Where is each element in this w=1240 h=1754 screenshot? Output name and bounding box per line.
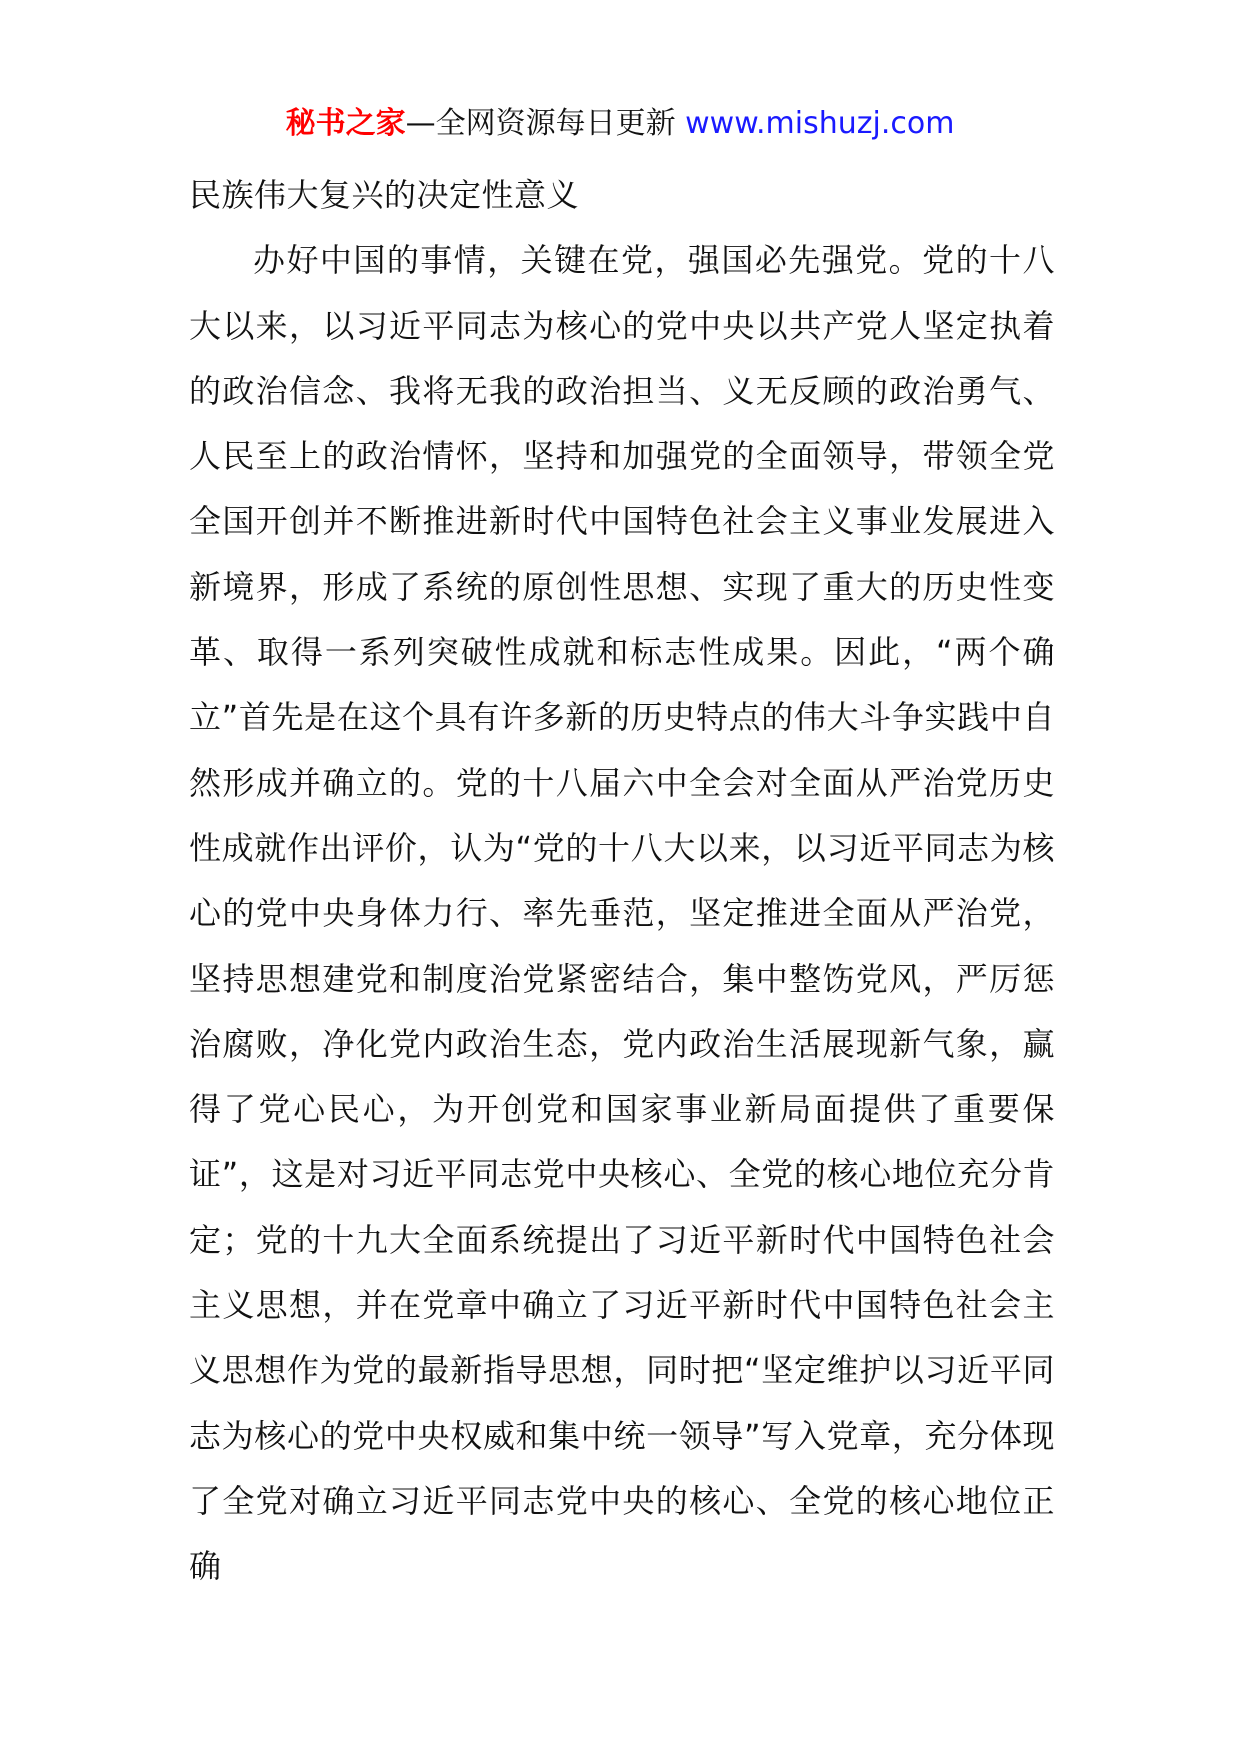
continuation-line: 民族伟大复兴的决定性意义 (189, 176, 580, 214)
header-tagline: —全网资源每日更新 (405, 106, 686, 141)
site-header (0, 102, 1240, 146)
brand-name: 秘书之家 (285, 106, 406, 141)
body-paragraph: 办好中国的事情，关键在党，强国必先强党。党的十八大以来，以习近平同志为核心的党中央以共产党人坚定执着的政治信念、我将无我的政治担当、义无反顾的政治勇气、人民至上的政治情怀，坚持和加强党的全面领导，带领全党全国开创并不断推进新时代中国特色社会主义事业发展进入新境界，形成了系统的原创性思想、实现了重大的历史性变革、取得一系列突破性成就和标志性成果。因此，“两个确立”首先是在这个具有许多新的历史特点的伟大斗争实践中自然形成并确立的。党的十八届六中全会对全面从严治党历史性成就作出评价，认为“党的十八大以来，以习近平同志为核心的党中央身体力行、率先垂范，坚定推进全面从严治党，坚持思想建党和制度治党紧密结合，集中整饬党风，严厉惩治腐败，净化党内政治生态，党内政治生活展现新气象，赢得了党心民心，为开创党和国家事业新局面提供了重要保证”，这是对习近平同志党中央核心、全党的核心地位充分肯定；党的十九大全面系统提出了习近平新时代中国特色社会主义思想，并在党章中确立了习近平新时代中国特色社会主义思想作为党的最新指导思想，同时把“坚定维护以习近平同志为核心的党中央权威和集中统一领导”写入党章，充分体现了全党对确立习近平同志党中央的核心、全党的核心地位正确 (189, 241, 1055, 1586)
site-url-link[interactable]: www.mishuzj.com (685, 106, 955, 141)
document-body (189, 163, 1055, 1600)
